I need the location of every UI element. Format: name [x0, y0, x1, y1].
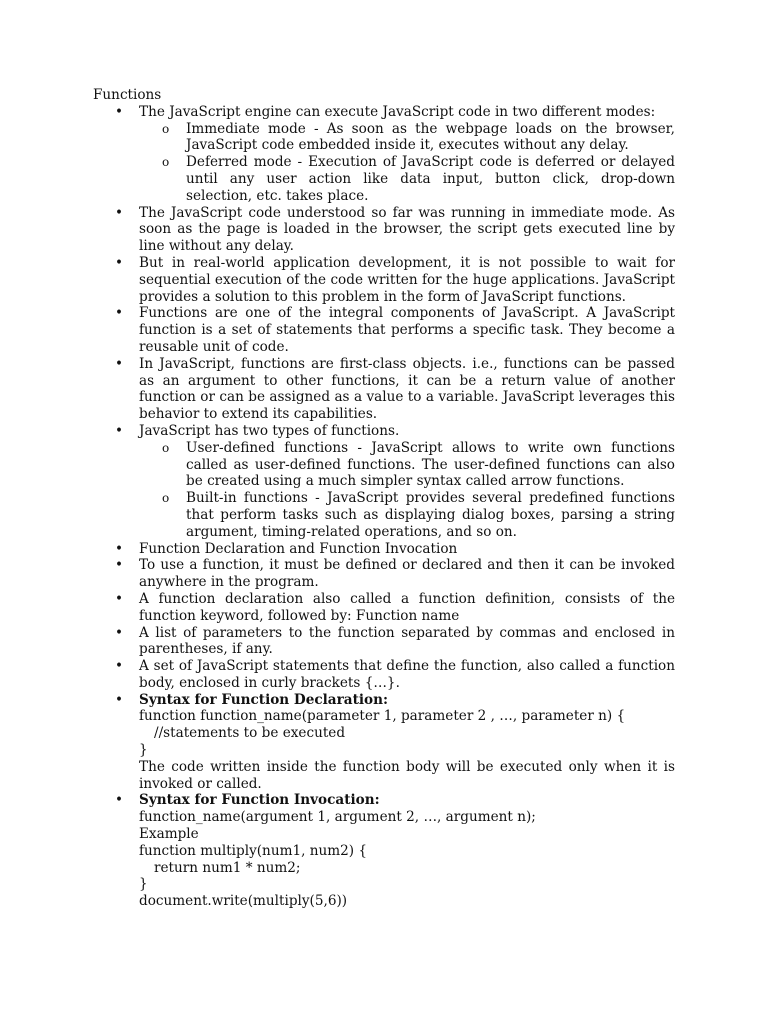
code-line: return num1 * num2; — [154, 859, 301, 876]
list-item-text: The JavaScript engine can execute JavaScript code in two different modes: — [139, 103, 656, 120]
code-line: } — [139, 876, 148, 893]
sub-list-item: o Deferred mode - Execution of JavaScript code is deferred or delayed until any user action like data input, button click, drop-down selection, etc. takes place. — [186, 154, 675, 204]
list-item: • In JavaScript, functions are first-class objects. i.e., functions can be passed as an argument to other functions, it can be a return value of another function or can be assigned as a value to a variable. JavaScript leverages this behavior to extend its capabilities. — [139, 356, 675, 423]
sub-list — [139, 440, 675, 541]
sub-list-item: o Immediate mode - As soon as the webpage loads on the browser, JavaScript code embedded inside it, executes without any delay. — [186, 121, 675, 155]
sub-list-item: o User-defined functions - JavaScript allows to write own functions called as user-defined functions. The user-defined functions can also be created using a much simpler syntax called arrow functions. — [186, 440, 675, 490]
sub-list-item: o Built-in functions - JavaScript provides several predefined functions that perform tasks such as displaying dialog boxes, parsing a string argument, timing-related operations, and so on. — [186, 490, 675, 540]
code-line: document.write(multiply(5,6)) — [139, 893, 348, 910]
syntax-heading: • Syntax for Function Invocation: — [139, 792, 380, 809]
code-line: } — [139, 742, 148, 759]
list-item: • But in real-world application development, it is not possible to wait for sequential execution of the code written for the huge applications. JavaScript provides a solution to this problem in the form of JavaScript functions. — [139, 255, 675, 305]
code-line: function_name(argument 1, argument 2, …, argument n); — [139, 809, 536, 826]
list-item-syntax-declaration — [139, 692, 675, 793]
document-title: Functions — [93, 87, 162, 103]
list-item: • The JavaScript code understood so far was running in immediate mode. As soon as the page is loaded in the browser, the script gets executed line by line without any delay. — [139, 205, 675, 255]
syntax-note: The code written inside the function body will be executed only when it is invoked or called. — [139, 758, 675, 792]
list-item-syntax-invocation — [139, 792, 675, 910]
sub-list — [139, 121, 675, 205]
list-item: • Function Declaration and Function Invocation — [139, 541, 675, 558]
code-line: function function_name(parameter 1, parameter 2 , …, parameter n) { — [139, 708, 626, 725]
list-item: • A set of JavaScript statements that define the function, also called a function body, enclosed in curly brackets {…}. — [139, 658, 675, 692]
code-line: function multiply(num1, num2) { — [139, 842, 368, 859]
list-item-text: JavaScript has two types of functions. — [139, 422, 400, 439]
list-item: • A list of parameters to the function separated by commas and enclosed in parentheses, if any. — [139, 625, 675, 659]
list-item: • A function declaration also called a function definition, consists of the function keyword, followed by: Function name — [139, 591, 675, 625]
code-line: Example — [139, 826, 199, 843]
list-item — [139, 423, 675, 541]
list-item: • To use a function, it must be defined or declared and then it can be invoked anywhere in the program. — [139, 557, 675, 591]
bullet-list — [93, 104, 675, 910]
list-item: • Functions are one of the integral components of JavaScript. A JavaScript function is a set of statements that performs a specific task. They become a reusable unit of code. — [139, 305, 675, 355]
list-item — [139, 104, 675, 205]
syntax-heading: • Syntax for Function Declaration: — [139, 691, 388, 708]
document-body — [93, 87, 675, 910]
code-line: //statements to be executed — [154, 725, 346, 742]
